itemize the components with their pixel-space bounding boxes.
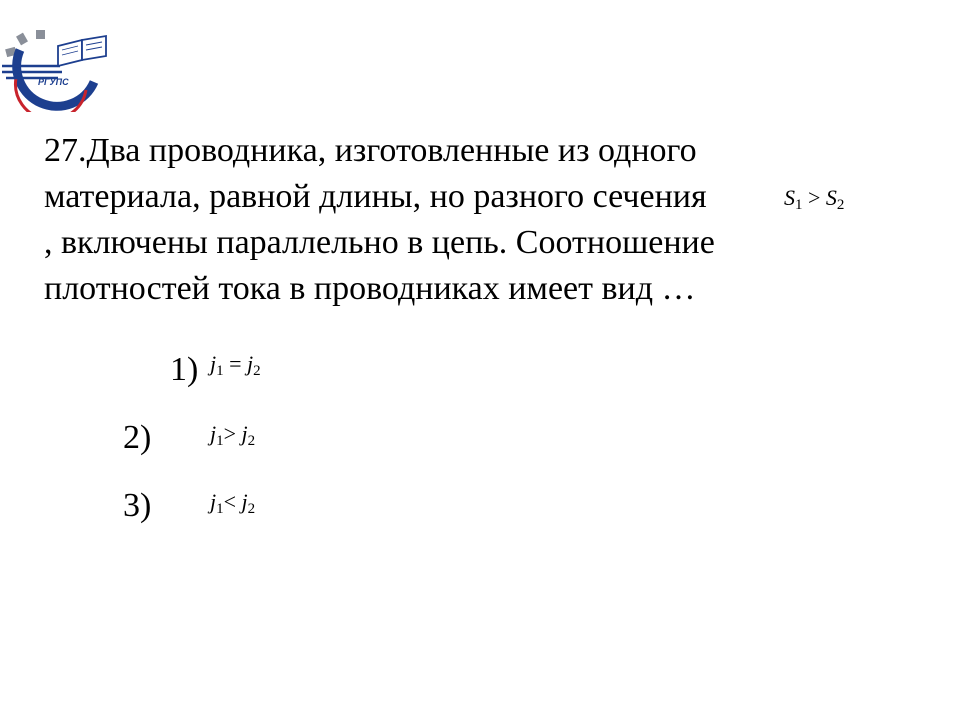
- option-1-right-sub: 2: [253, 363, 261, 379]
- gear-icon: [5, 30, 45, 57]
- option-2-left-sub: 1: [216, 433, 224, 449]
- option-1-right: j: [247, 351, 254, 376]
- option-2-left: j: [210, 421, 217, 446]
- s1-symbol: S: [784, 185, 795, 210]
- option-3-right: j: [241, 489, 248, 514]
- option-1-formula: [210, 350, 261, 385]
- book-icon: [58, 36, 106, 66]
- question-text: [44, 128, 924, 312]
- option-2-right: j: [241, 421, 248, 446]
- option-2-operator: >: [223, 421, 237, 446]
- question-line-2-text: материала, равной длины, но разного сечения: [44, 178, 707, 215]
- question-line-4: плотностей тока в проводниках имеет вид …: [44, 270, 696, 307]
- condition-operator: >: [808, 185, 821, 210]
- option-3-formula: [210, 488, 255, 523]
- option-2-number: 2): [123, 419, 152, 456]
- question-line-1: 27.Два проводника, изготовленные из одного: [44, 132, 697, 169]
- option-1-number: 1): [170, 351, 199, 388]
- option-3-right-sub: 2: [247, 501, 256, 517]
- s2-symbol: S: [825, 185, 837, 210]
- question-line-3: , включены параллельно в цепь. Соотношение: [44, 224, 715, 261]
- option-3-number: 3): [123, 487, 152, 524]
- option-3-left: j: [210, 489, 217, 514]
- option-3-operator: <: [223, 489, 237, 514]
- s1-subscript: 1: [795, 197, 803, 213]
- cross-section-condition: [784, 184, 844, 219]
- option-2-right-sub: 2: [247, 433, 256, 449]
- option-1-operator: =: [229, 351, 242, 376]
- question-line-2: [44, 174, 924, 220]
- university-logo: [2, 28, 114, 112]
- logo-text: РГУПС: [38, 77, 69, 87]
- option-3-left-sub: 1: [216, 501, 224, 517]
- option-1-left-sub: 1: [216, 363, 224, 379]
- s2-subscript: 2: [836, 197, 845, 213]
- option-1-left: j: [210, 351, 217, 376]
- option-2-formula: [210, 420, 255, 455]
